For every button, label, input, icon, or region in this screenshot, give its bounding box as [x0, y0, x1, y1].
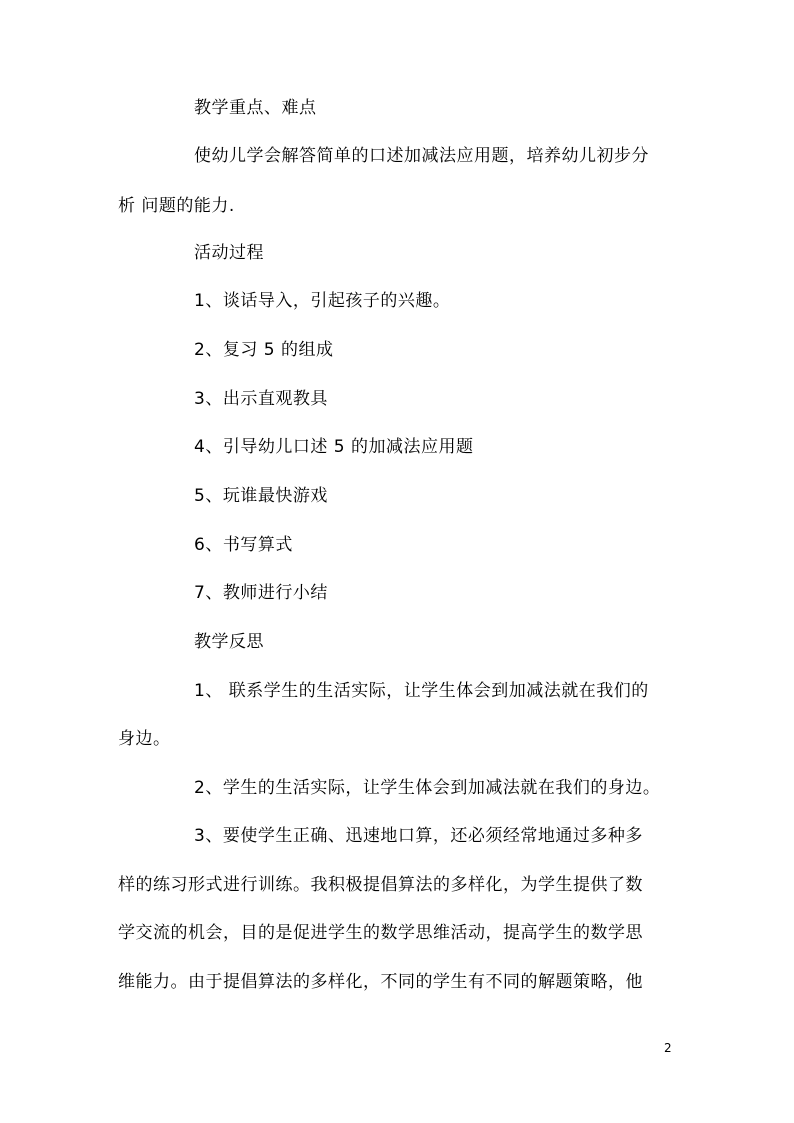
process-step: 2、复习 5 的组成 [194, 340, 334, 360]
reflection-text-line: 3、要使学生正确、迅速地口算，还必须经常地通过多种多 [194, 826, 643, 846]
process-step: 1、谈话导入，引起孩子的兴趣。 [194, 291, 451, 311]
reflection-text-line: 学交流的机会，目的是促进学生的数学思维活动，提高学生的数学思 [118, 923, 643, 943]
page-number: 2 [664, 1041, 672, 1055]
heading-teaching-focus: 教学重点、难点 [194, 98, 317, 118]
reflection-text-line: 维能力。由于提倡算法的多样化，不同的学生有不同的解题策略，他 [118, 972, 643, 992]
reflection-text-line: 2、学生的生活实际，让学生体会到加减法就在我们的身边。 [194, 778, 661, 798]
focus-text-line: 使幼儿学会解答简单的口述加减法应用题，培养幼儿初步分 [194, 146, 649, 166]
process-step: 7、教师进行小结 [194, 583, 328, 603]
heading-teaching-reflection: 教学反思 [194, 632, 264, 652]
heading-activity-process: 活动过程 [194, 243, 264, 263]
reflection-text-line: 1、 联系学生的生活实际，让学生体会到加减法就在我们的 [194, 681, 649, 701]
process-step: 4、引导幼儿口述 5 的加减法应用题 [194, 437, 474, 457]
process-step: 5、玩谁最快游戏 [194, 486, 328, 506]
process-step: 6、书写算式 [194, 535, 293, 555]
reflection-text-line: 样的练习形式进行训练。我积极提倡算法的多样化，为学生提供了数 [118, 875, 643, 895]
process-step: 3、出示直观教具 [194, 389, 328, 409]
reflection-text-line: 身边。 [118, 729, 171, 749]
focus-text-line: 析 问题的能力. [118, 196, 235, 216]
